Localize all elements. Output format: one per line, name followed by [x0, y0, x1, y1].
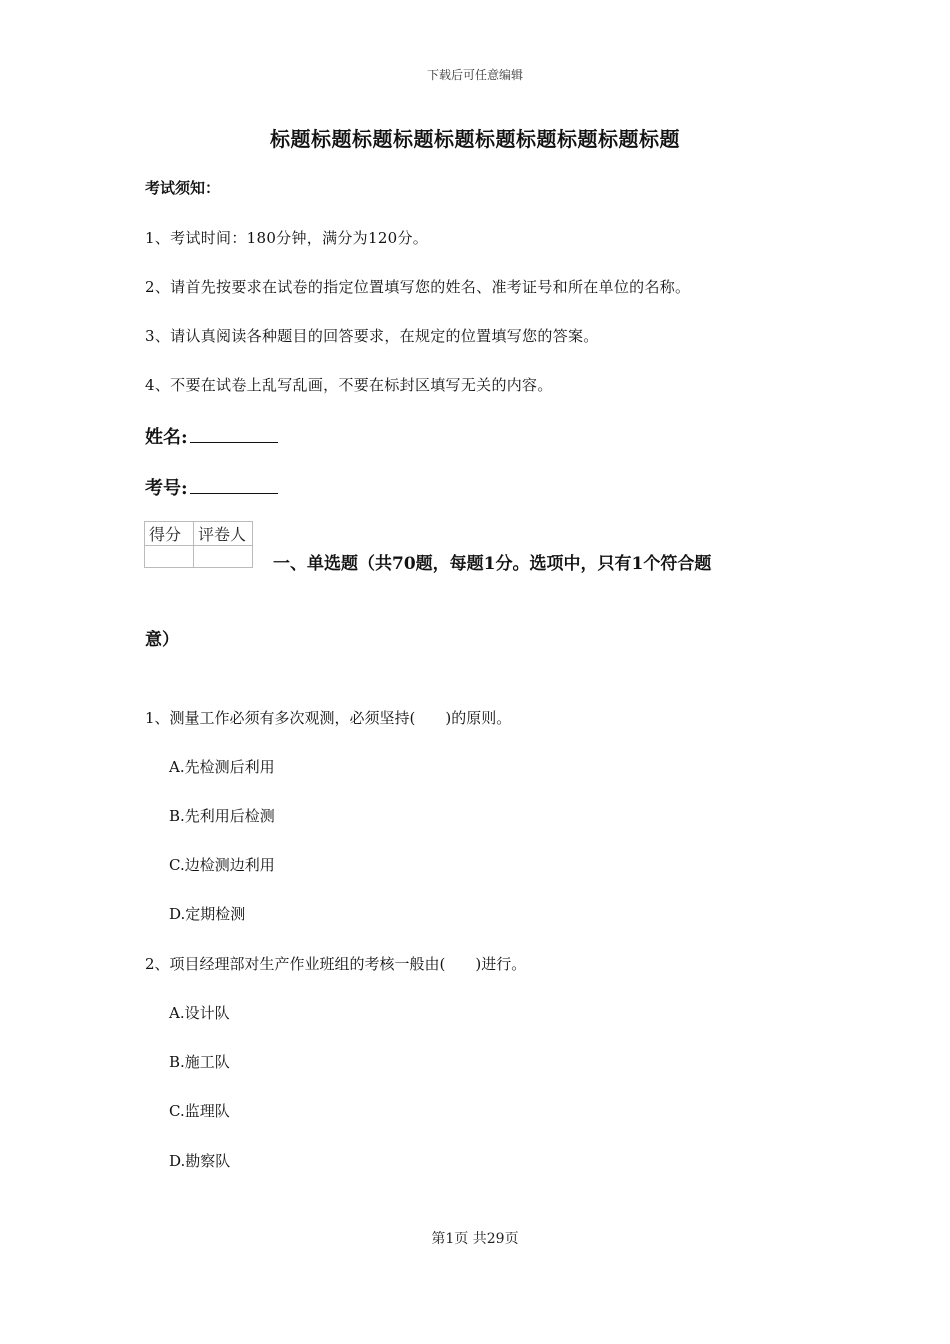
- option-b: B.先利用后检测: [169, 807, 275, 825]
- option-d: D.定期检测: [169, 905, 246, 923]
- grader-cell[interactable]: [194, 546, 253, 568]
- option-a: A.设计队: [169, 1004, 230, 1022]
- name-field: [145, 423, 278, 449]
- exam-number-label: 考号:: [145, 478, 188, 499]
- option-c: C.监理队: [169, 1102, 230, 1120]
- section-title-continued: 意）: [145, 630, 179, 650]
- exam-number-blank[interactable]: [190, 477, 278, 494]
- option-d: D.勘察队: [169, 1152, 231, 1170]
- notice-rule: 1、考试时间：180分钟，满分为120分。: [145, 229, 429, 247]
- option-a: A.先检测后利用: [169, 758, 275, 776]
- option-c: C.边检测边利用: [169, 856, 275, 874]
- question-text: 1、测量工作必须有多次观测，必须坚持( )的原则。: [145, 709, 512, 727]
- section-title: 一、单选题（共70题，每题1分。选项中，只有1个符合题: [273, 554, 712, 574]
- score-cell[interactable]: [145, 546, 194, 568]
- name-label: 姓名:: [145, 427, 188, 448]
- exam-number-field: [145, 474, 278, 500]
- grader-header: 评卷人: [194, 522, 253, 546]
- notice-rule: 3、请认真阅读各种题目的回答要求，在规定的位置填写您的答案。: [145, 327, 599, 345]
- notice-rule: 4、不要在试卷上乱写乱画，不要在标封区填写无关的内容。: [145, 376, 553, 394]
- question-text: 2、项目经理部对生产作业班组的考核一般由( )进行。: [145, 955, 527, 973]
- name-blank[interactable]: [190, 426, 278, 443]
- score-header: 得分: [145, 522, 194, 546]
- header-note: 下载后可任意编辑: [426, 68, 523, 82]
- score-table: [144, 521, 253, 568]
- document-title: 标题标题标题标题标题标题标题标题标题标题: [270, 127, 680, 151]
- option-b: B.施工队: [169, 1053, 230, 1071]
- notice-heading: 考试须知：: [145, 179, 221, 197]
- notice-rule: 2、请首先按要求在试卷的指定位置填写您的姓名、准考证号和所在单位的名称。: [145, 278, 691, 296]
- page-footer: 第1页 共29页: [431, 1231, 519, 1247]
